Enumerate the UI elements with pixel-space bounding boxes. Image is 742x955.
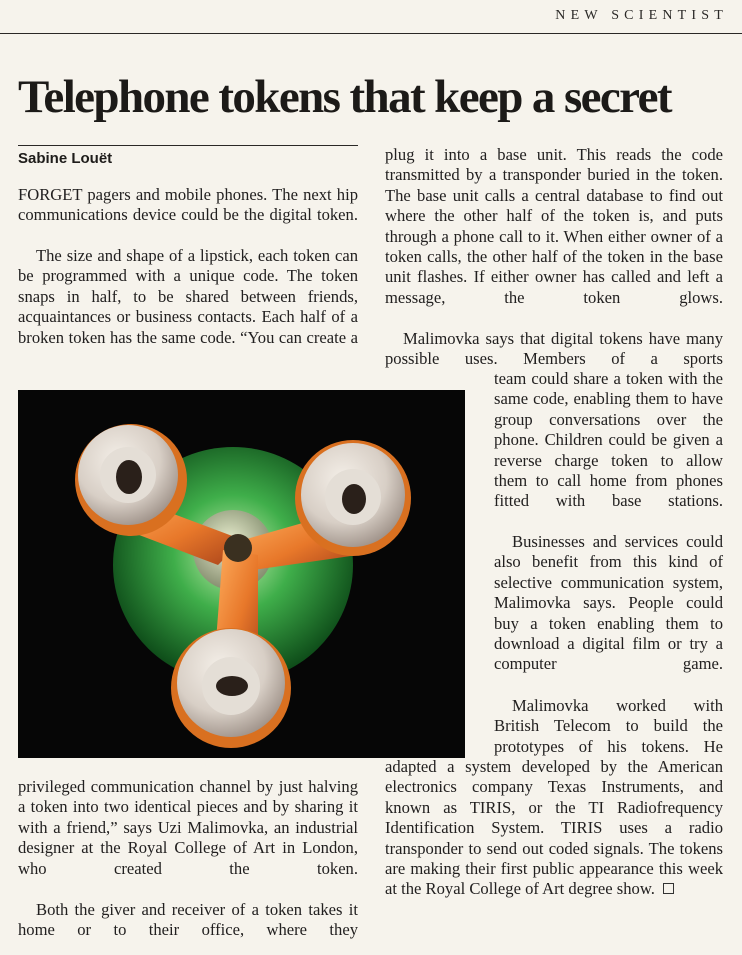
token-cap-bottom (171, 628, 291, 748)
token-cap-left (75, 424, 187, 536)
paragraph-intro: FORGET pagers and mobile phones. The next hip communications device could be the digital token. (18, 185, 358, 225)
paragraph-tiris (385, 757, 723, 900)
paragraph-quote-continued: privileged communication channel by just halving a token into two identical pieces and by sharing it with a friend,” says Uzi Malimovka, an industrial designer at the Royal College of Art in London, who created the token. (18, 777, 358, 878)
paragraph-giver: Both the giver and receiver of a token takes it home or to their office, where they (18, 900, 358, 940)
paragraph-tiris-text: adapted a system developed by the American electronics company Texas Instruments, and known as TIRIS, or the TI Radiofrequency Identification System. TIRIS uses a radio transponder to send out coded signals. The tokens are making their first public appearance this week at the Royal College of Art degree show. (385, 757, 723, 899)
paragraph-size: The size and shape of a lipstick, each token can be programmed with a unique code. The token snaps in half, to be shared between friends, acquaintances or business contacts. Each half of a broken token has the same code. “You can create a (18, 246, 358, 347)
tokens-illustration-icon (18, 390, 465, 758)
magazine-name: NEW SCIENTIST (555, 8, 728, 23)
masthead (0, 0, 742, 34)
end-of-article-icon (663, 883, 674, 894)
token-cap-right (295, 440, 411, 556)
paragraph-sports-team: team could share a token with the same code, enabling them to have group conversations over the phone. Children could be given a reverse charge token to allow them to call home from phones fitted with base stations. (494, 369, 723, 511)
paragraph-base-unit: plug it into a base unit. This reads the code transmitted by a transponder buried in the token. The base unit calls a central database to find out where the other half of the token is, and puts through a phone call to it. When either owner of a token calls, the other half of the token in the base unit flashes. If either owner has called and left a message, the token glows. (385, 145, 723, 307)
paragraph-british-telecom: Malimovka worked with British Telecom to build the prototypes of his tokens. He (494, 696, 723, 756)
byline-rule (18, 145, 358, 146)
paragraph-businesses: Businesses and services could also benefit from this kind of selective communication system, Malimovka says. People could buy a token enabling them to download a digital film or try a computer game. (494, 532, 723, 674)
telephone-tokens-photo (18, 390, 465, 758)
article-headline: Telephone tokens that keep a secret (18, 71, 671, 123)
paragraph-uses: Malimovka says that digital tokens have many possible uses. Members of a sports (385, 329, 723, 369)
byline: Sabine Louët (18, 150, 113, 167)
